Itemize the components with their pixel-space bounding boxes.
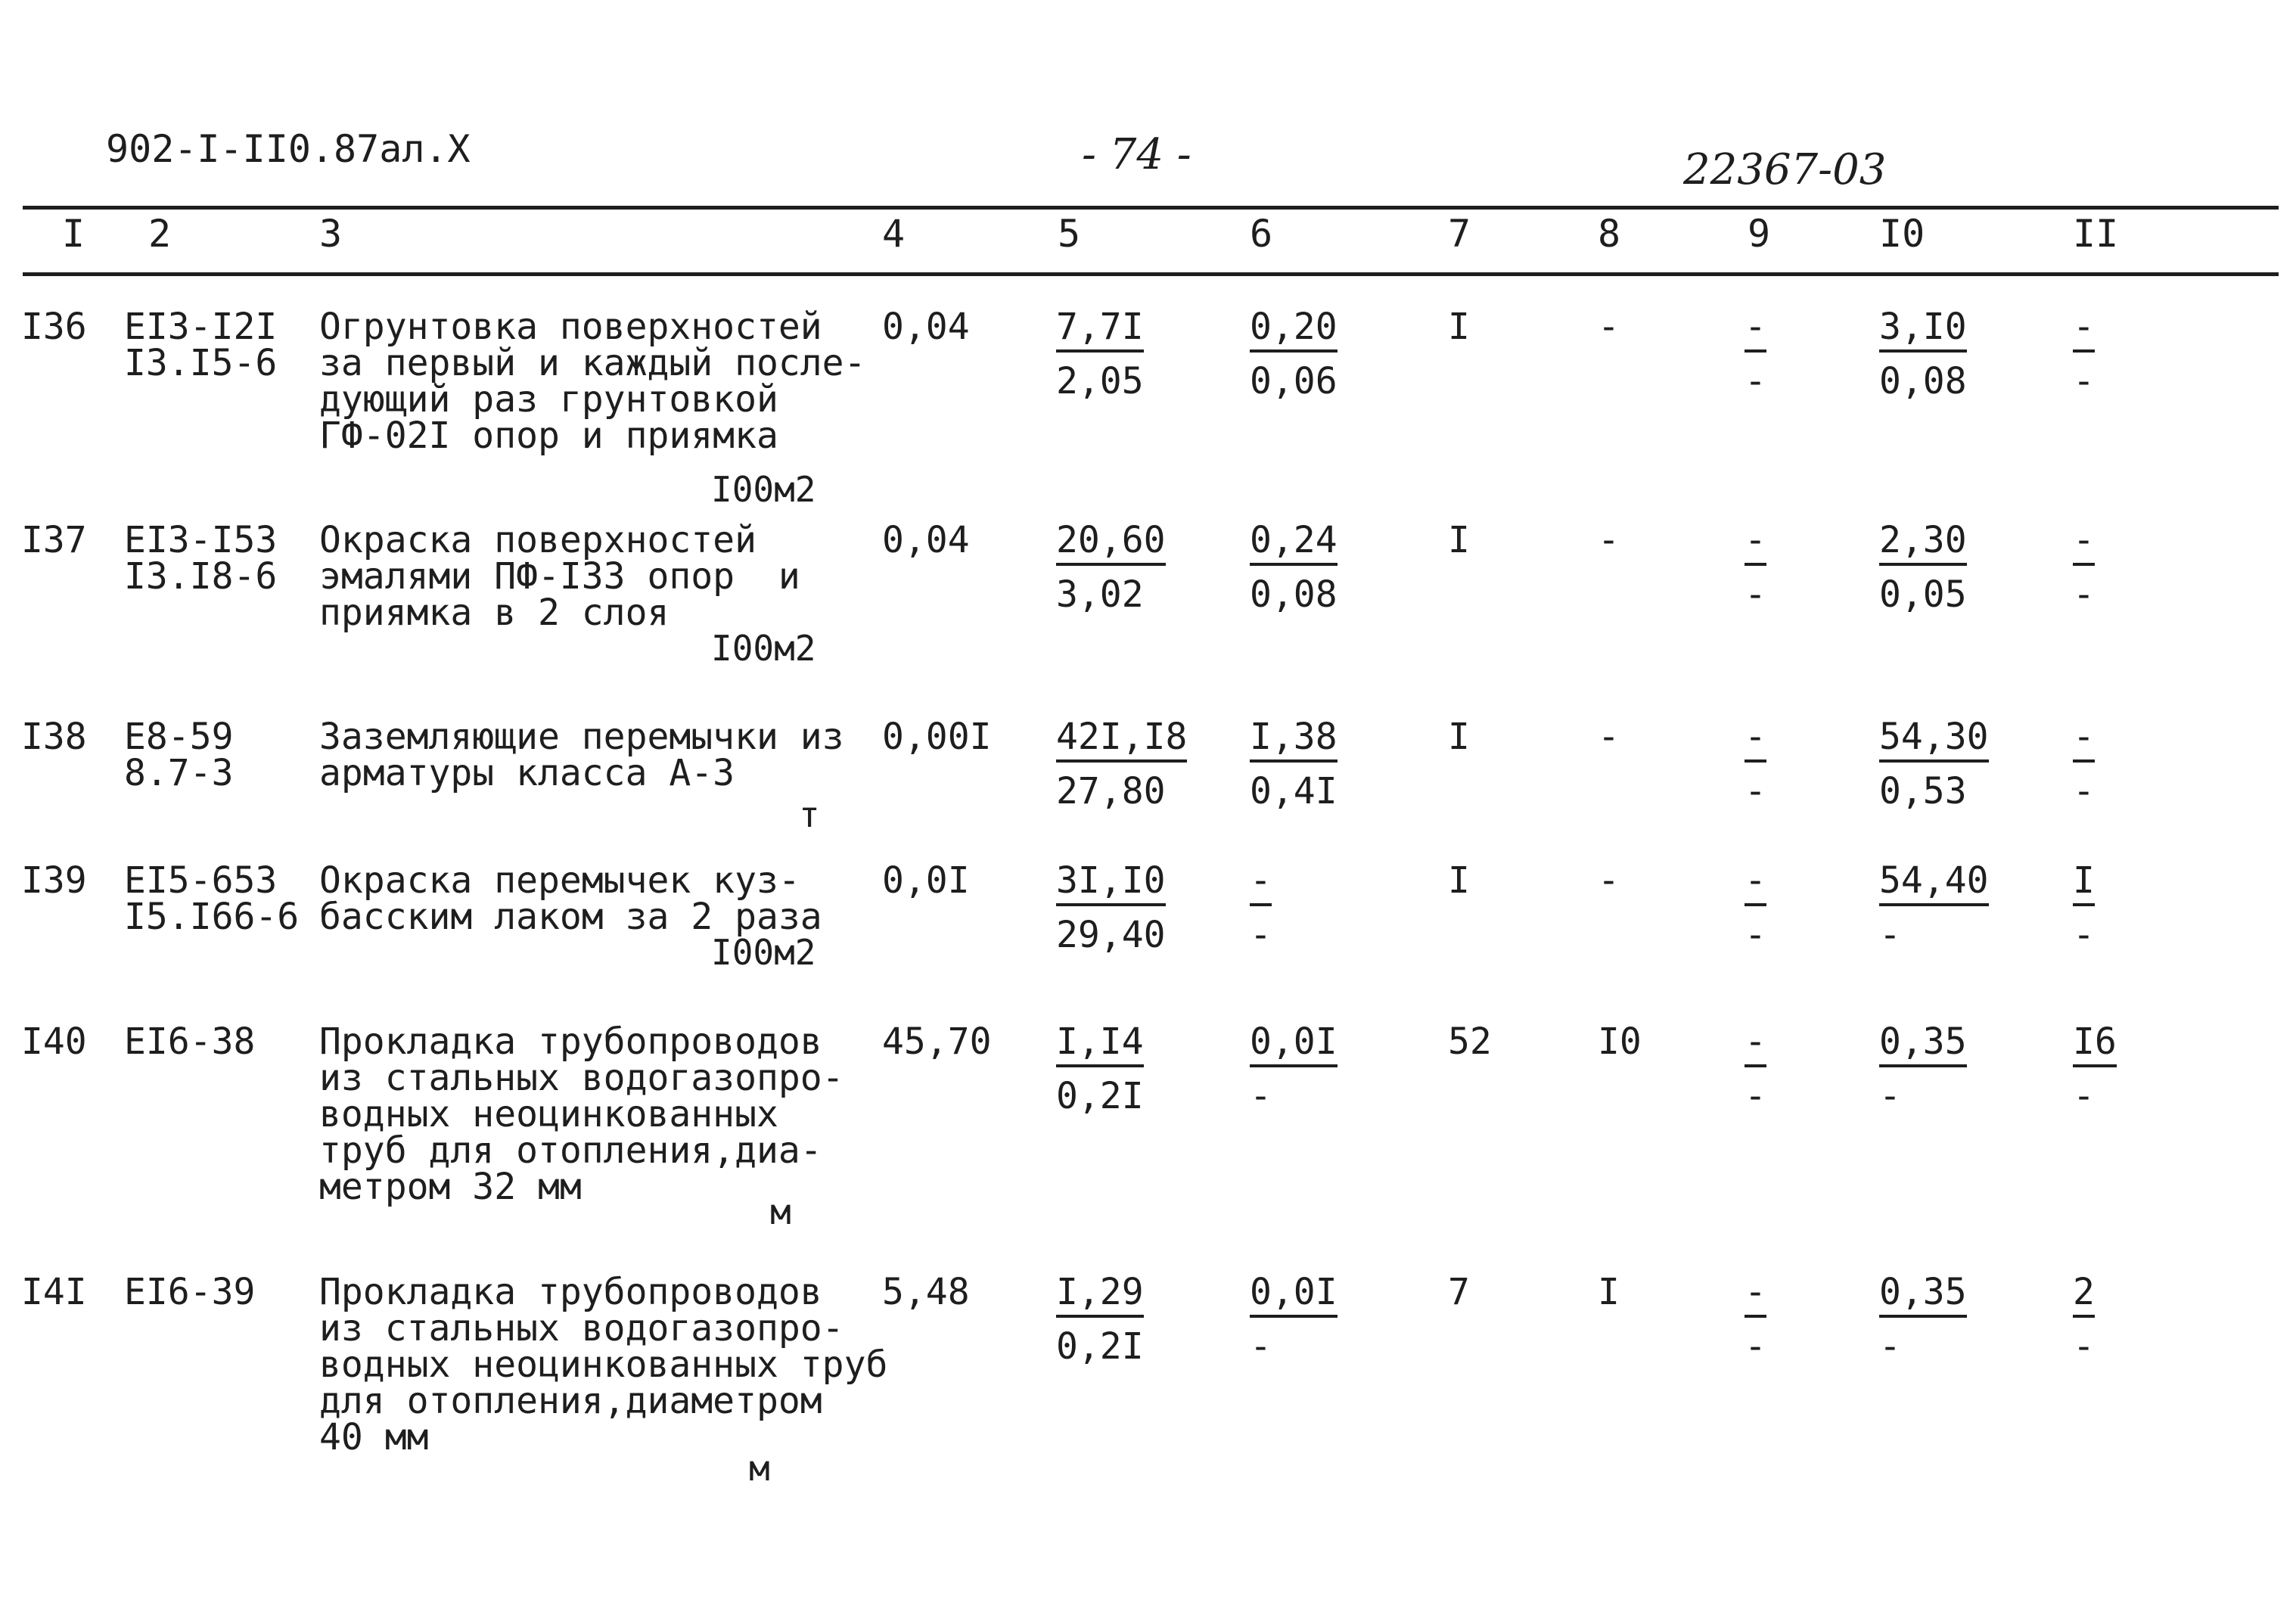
col10-value [1879,1020,1967,1117]
col-header-9: 9 [1748,212,1771,256]
col6-value-bottom: 0,4I [1250,770,1338,812]
col11-value-bottom: - [2073,914,2095,956]
col9-value-bottom: - [1745,1325,1766,1368]
work-description: Прокладка трубопроводов из стальных водогазопро- водных неоцинкованных труб для отопления,диаметром 40 мм [319,1271,888,1458]
col-header-3: 3 [319,212,343,256]
col8-value: - [1598,306,1620,348]
quantity: 0,04 [882,519,970,561]
work-description: Окраска поверхностей эмалями ПФ-I33 опор и приямка в 2 слоя [319,519,800,634]
quantity: 0,04 [882,306,970,348]
col5-value-bottom: 2,05 [1056,360,1144,402]
col-header-11: II [2073,212,2119,256]
work-description: Огрунтовка поверхностей за первый и каждый после- дующий раз грунтовкой ГФ-02I опор и приямка [319,306,866,457]
col8-value: - [1598,859,1620,902]
col5-value [1056,306,1144,402]
col6-value [1250,1020,1338,1117]
quantity: 0,0I [882,859,970,902]
col-header-10: I0 [1879,212,1925,256]
col7-value: I [1448,859,1470,902]
col8-value: - [1598,716,1620,758]
col6-value [1250,519,1338,616]
col6-value [1250,1271,1338,1368]
col-header-8: 8 [1598,212,1621,256]
col5-value [1056,519,1166,616]
col10-value-top: 3,I0 [1879,309,1967,353]
row-number: I4I [21,1271,87,1313]
col5-value-top: 3I,I0 [1056,862,1166,906]
col5-value [1056,716,1188,812]
col9-value-top: - [1745,1023,1766,1067]
col11-value [2073,306,2095,402]
col6-value-top: 0,24 [1250,522,1338,566]
row-number: I40 [21,1020,87,1063]
col5-value-bottom: 3,02 [1056,573,1144,616]
col9-value [1745,1020,1766,1117]
col10-value-bottom: 0,08 [1879,360,1967,402]
col6-value-top: 0,20 [1250,309,1338,353]
col6-value [1250,306,1338,402]
quantity: 5,48 [882,1271,970,1313]
top-rule [23,206,2279,210]
col9-value [1745,716,1766,812]
col6-value-bottom: 0,06 [1250,360,1338,402]
col10-value-bottom: 0,53 [1879,770,1967,812]
col5-value-bottom: 0,2I [1056,1075,1144,1117]
unit-of-measure: м [749,1448,770,1489]
col-header-2: 2 [148,212,172,256]
col6-value-top: I,38 [1250,719,1338,763]
col8-value: I [1598,1271,1620,1313]
col10-value-bottom: - [1879,914,1901,956]
col9-value-bottom: - [1745,573,1766,616]
row-number: I38 [21,716,87,758]
work-description: Заземляющие перемычки из арматуры класса А-3 [319,716,844,794]
col-header-4: 4 [882,212,906,256]
col-header-5: 5 [1058,212,1081,256]
norm-code: EI6-39 [124,1271,256,1313]
col9-value-top: - [1745,719,1766,763]
page-number: - 74 - [1082,130,1191,179]
sheet-code: 22367-03 [1683,145,1887,194]
col9-value-bottom: - [1745,1075,1766,1117]
col10-value-bottom: - [1879,1325,1901,1368]
col11-value [2073,859,2095,956]
col11-value-top: - [2073,309,2095,353]
col5-value [1056,859,1166,956]
unit-of-measure: I00м2 [711,628,816,669]
norm-code: EI3-I53 I3.I8-6 [124,519,278,598]
col5-value-top: 20,60 [1056,522,1166,566]
row-number: I39 [21,859,87,902]
col11-value-bottom: - [2073,770,2095,812]
col5-value-top: 42I,I8 [1056,719,1187,763]
col6-value-top: 0,0I [1250,1274,1338,1318]
quantity: 45,70 [882,1020,992,1063]
col5-value [1056,1271,1144,1368]
col10-value [1879,306,1967,402]
norm-code: EI3-I2I I3.I5-6 [124,306,278,384]
col-header-6: 6 [1250,212,1273,256]
col5-value-bottom: 27,80 [1056,770,1166,812]
col6-value [1250,716,1338,812]
col5-value [1056,1020,1144,1117]
col9-value [1745,1271,1766,1368]
col9-value-top: - [1745,862,1766,906]
col10-value-bottom: - [1879,1075,1901,1117]
col11-value-top: I [2073,862,2095,906]
col9-value-bottom: - [1745,360,1766,402]
norm-code: EI5-653 I5.I66-6 [124,859,300,938]
col7-value: I [1448,519,1470,561]
unit-of-measure: I00м2 [711,469,816,510]
col6-value-top: 0,0I [1250,1023,1338,1067]
col5-value-bottom: 29,40 [1056,914,1166,956]
col9-value-top: - [1745,1274,1766,1318]
unit-of-measure: т [799,794,820,835]
col6-value-bottom: - [1250,914,1272,956]
col11-value [2073,716,2095,812]
col10-value-top: 2,30 [1879,522,1967,566]
col6-value-bottom: - [1250,1075,1272,1117]
col9-value [1745,519,1766,616]
col9-value-bottom: - [1745,770,1766,812]
col7-value: I [1448,306,1470,348]
col7-value: I [1448,716,1470,758]
row-number: I37 [21,519,87,561]
col11-value [2073,519,2095,616]
col-header-7: 7 [1448,212,1471,256]
col5-value-top: I,I4 [1056,1023,1144,1067]
document-code: 902-I-II0.87ал.Х [106,127,471,171]
col7-value: 52 [1448,1020,1492,1063]
col6-value-bottom: 0,08 [1250,573,1338,616]
col11-value [2073,1020,2117,1117]
col10-value-top: 54,30 [1879,719,1989,763]
work-description: Прокладка трубопроводов из стальных водогазопро- водных неоцинкованных труб для отопления,диа- метром 32 мм [319,1020,844,1208]
col11-value-bottom: - [2073,360,2095,402]
row-number: I36 [21,306,87,348]
col5-value-top: 7,7I [1056,309,1144,353]
col11-value-bottom: - [2073,1325,2095,1368]
header-bottom-rule [23,272,2279,276]
col11-value [2073,1271,2095,1368]
col10-value [1879,859,1989,956]
col11-value-top: 2 [2073,1274,2095,1318]
col11-value-bottom: - [2073,1075,2095,1117]
col10-value [1879,519,1967,616]
col9-value-bottom: - [1745,914,1766,956]
col10-value-top: 0,35 [1879,1274,1967,1318]
col11-value-bottom: - [2073,573,2095,616]
col11-value-top: - [2073,719,2095,763]
col-header-1: I [62,212,85,256]
unit-of-measure: м [770,1191,791,1232]
norm-code: EI6-38 [124,1020,256,1063]
col10-value-top: 0,35 [1879,1023,1967,1067]
col11-value-top: I6 [2073,1023,2117,1067]
col10-value-top: 54,40 [1879,862,1989,906]
col6-value-top: - [1250,862,1272,906]
norm-code: E8-59 8.7-3 [124,716,234,794]
col9-value-top: - [1745,522,1766,566]
col5-value-bottom: 0,2I [1056,1325,1144,1368]
col11-value-top: - [2073,522,2095,566]
col6-value-bottom: - [1250,1325,1272,1368]
work-description: Окраска перемычек куз- басским лаком за 2 раза [319,859,822,938]
quantity: 0,00I [882,716,992,758]
unit-of-measure: I00м2 [711,932,816,973]
col10-value [1879,716,1989,812]
col6-value [1250,859,1272,956]
col10-value-bottom: 0,05 [1879,573,1967,616]
col9-value [1745,306,1766,402]
col9-value-top: - [1745,309,1766,353]
col8-value: I0 [1598,1020,1642,1063]
col8-value: - [1598,519,1620,561]
col7-value: 7 [1448,1271,1470,1313]
col5-value-top: I,29 [1056,1274,1144,1318]
col10-value [1879,1271,1967,1368]
col9-value [1745,859,1766,956]
